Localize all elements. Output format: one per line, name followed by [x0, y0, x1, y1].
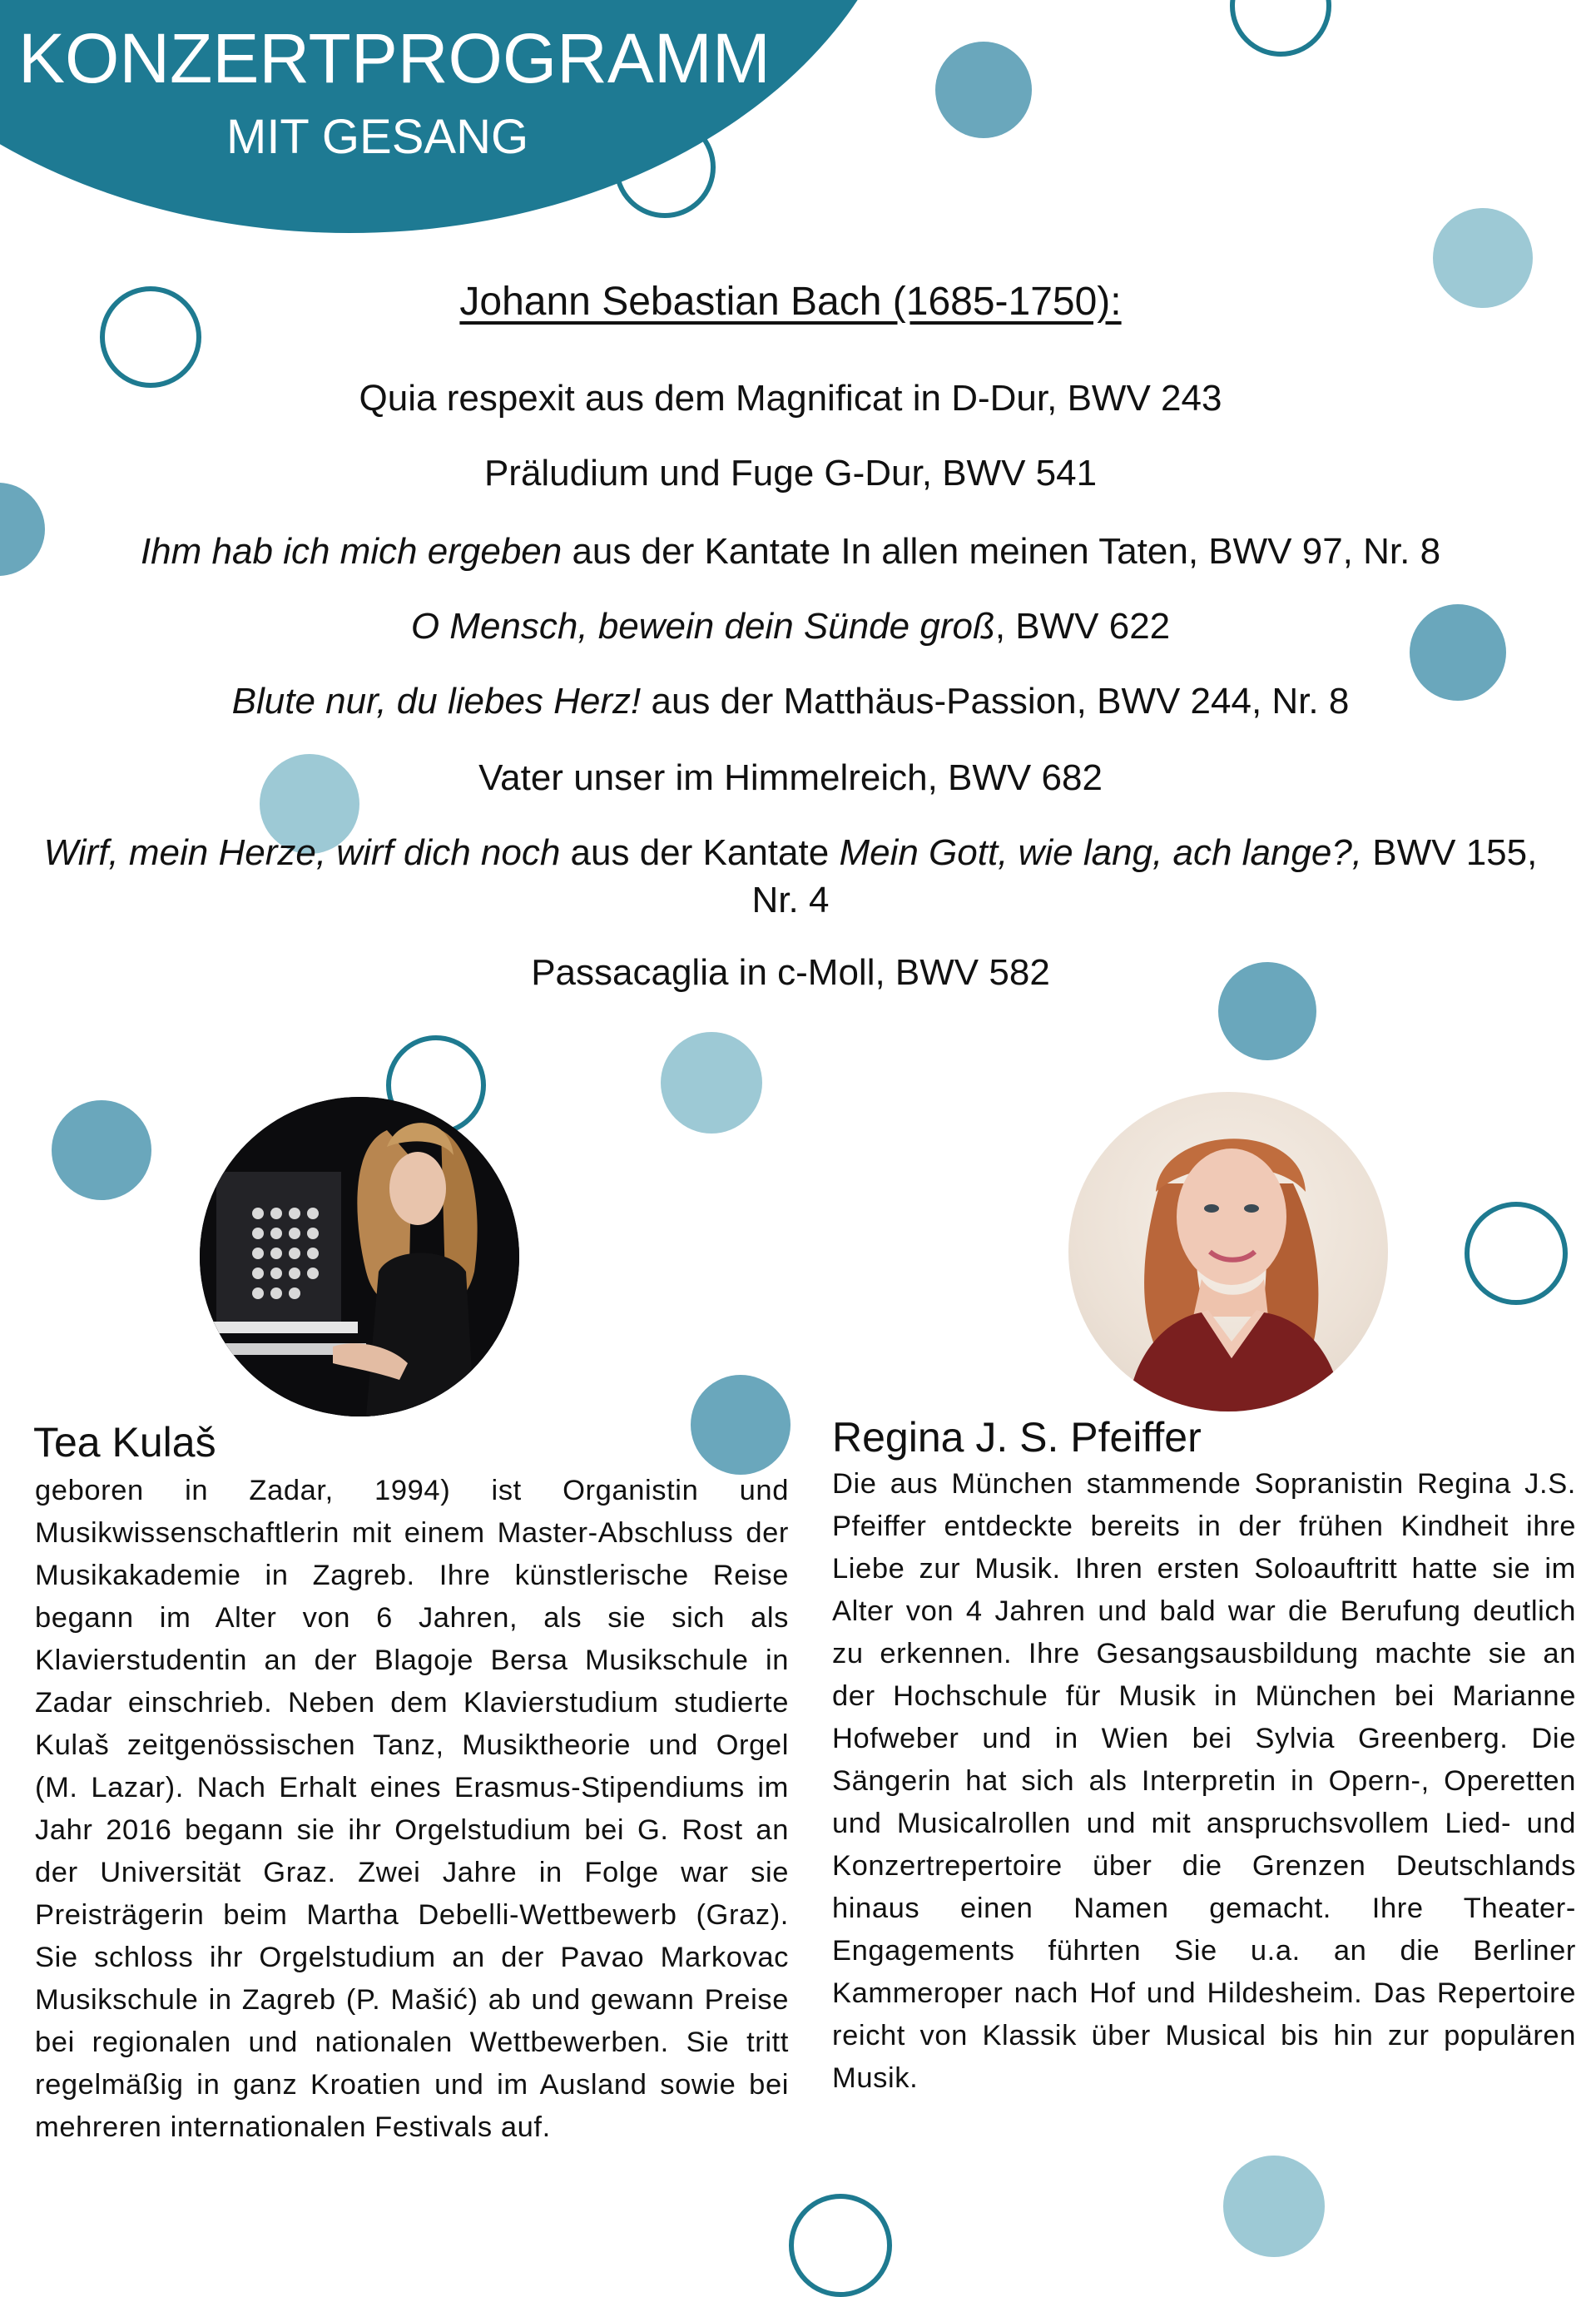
page-subtitle: MIT GESANG [226, 110, 529, 164]
program-item-text: BWV 155, Nr. 4 [751, 832, 1538, 921]
organist-photo [200, 1097, 519, 1416]
decorative-dot [1223, 2156, 1325, 2257]
program-item-text: , BWV 622 [994, 606, 1171, 647]
performer-bio-regina: Die aus München stammende Sopranistin Regina J.S. Pfeiffer entdeckte bereits in der frühen Kindheit ihre Liebe zur Musik. Ihren ersten Soloauftritt hatte sie im Alter von 4 Jahren und bald war die Berufung deutlich zu erkennen. Ihre Gesangsausbildung machte sie an der Hochschule für Musik in München bei Marianne Hofweber und in Wien bei Sylvia Greenberg. Die Sängerin hat sich als Interpretin in Opern-, Operetten und Musicalrollen und mit anspruchsvollem Lied- und Konzertrepertoire über die Grenzen Deutschlands hinaus einen Namen gemacht. Ihre Theater-Engagements führten Sie u.a. an die Berliner Kammeroper nach Hof und Hildesheim. Das Repertoire reicht von Klassik über Musical bis hin zur populären Musik. [832, 1468, 1576, 2094]
decorative-ring [789, 2194, 892, 2297]
decorative-ring [1465, 1202, 1568, 1305]
performer-name-regina: Regina J. S. Pfeiffer [832, 1414, 1202, 1461]
decorative-ring [1230, 0, 1331, 57]
program-item-text: Passacaglia in c-Moll, BWV 582 [531, 952, 1050, 993]
program-item-work: Mein Gott, wie lang, ach lange?, [839, 832, 1363, 873]
program-item-text: aus der Kantate [560, 832, 840, 873]
program-item [33, 528, 1548, 575]
program-item [33, 677, 1548, 725]
soprano-illustration [1068, 1092, 1388, 1411]
program-item-title: O Mensch, bewein dein Sünde groß [410, 606, 995, 647]
program-item-text: Quia respexit aus dem Magnificat in D-Dur, BWV 243 [359, 378, 1222, 419]
program-item [33, 829, 1548, 924]
program-item-title: Ihm hab ich mich ergeben [140, 531, 563, 572]
page-title: KONZERTPROGRAMM [18, 19, 771, 97]
decorative-dot [935, 42, 1032, 138]
program-item-text: Vater unser im Himmelreich, BWV 682 [478, 757, 1103, 798]
performer-bio-tea: geboren in Zadar, 1994) ist Organistin und Musikwissenschaftlerin mit einem Master-Abschluss der Musikakademie in Zagreb. Ihre künstlerische Reise begann im Alter von 6 Jahren, als sie sich als Klavierstudentin an der Blagoje Bersa Musikschule in Zadar einschrieb. Neben dem Klavierstudium studierte Kulaš zeitgenössischen Tanz, Musiktheorie und Orgel (M. Lazar). Nach Erhalt eines Erasmus-Stipendiums im Jahr 2016 begann sie ihr Orgelstudium bei G. Rost an der Universität Graz. Zwei Jahre in Folge war sie Preisträgerin beim Martha Debelli-Wettbewerb (Graz). Sie schloss ihr Orgelstudium an der Pavao Markovac Musikschule in Zagreb (P. Mašić) ab und gewann Preise bei regionalen und nationalen Wettbewerben. Sie tritt regelmäßig in ganz Kroatien und im Ausland sowie bei mehreren internationalen Festivals auf. [35, 1475, 789, 2143]
program-item-text: aus der Kantate In allen meinen Taten, BWV 97, Nr. 8 [562, 531, 1441, 572]
decorative-dot [691, 1375, 791, 1475]
program-item [33, 375, 1548, 422]
organist-illustration [200, 1097, 519, 1416]
program-item-title: Wirf, mein Herze, wirf dich noch [43, 832, 561, 873]
soprano-photo [1068, 1092, 1388, 1411]
program-item [33, 603, 1548, 650]
program-item [33, 949, 1548, 996]
decorative-dot [52, 1100, 151, 1200]
program-item [33, 754, 1548, 801]
decorative-dot [661, 1032, 762, 1134]
performer-name-tea: Tea Kulaš [33, 1419, 216, 1466]
program-item [33, 449, 1548, 497]
program-item-text: Präludium und Fuge G-Dur, BWV 541 [483, 453, 1098, 494]
composer-heading: Johann Sebastian Bach (1685-1750): [459, 280, 1122, 324]
program-item-text: aus der Matthäus-Passion, BWV 244, Nr. 8 [641, 681, 1350, 722]
program-item-title: Blute nur, du liebes Herz! [231, 681, 642, 722]
